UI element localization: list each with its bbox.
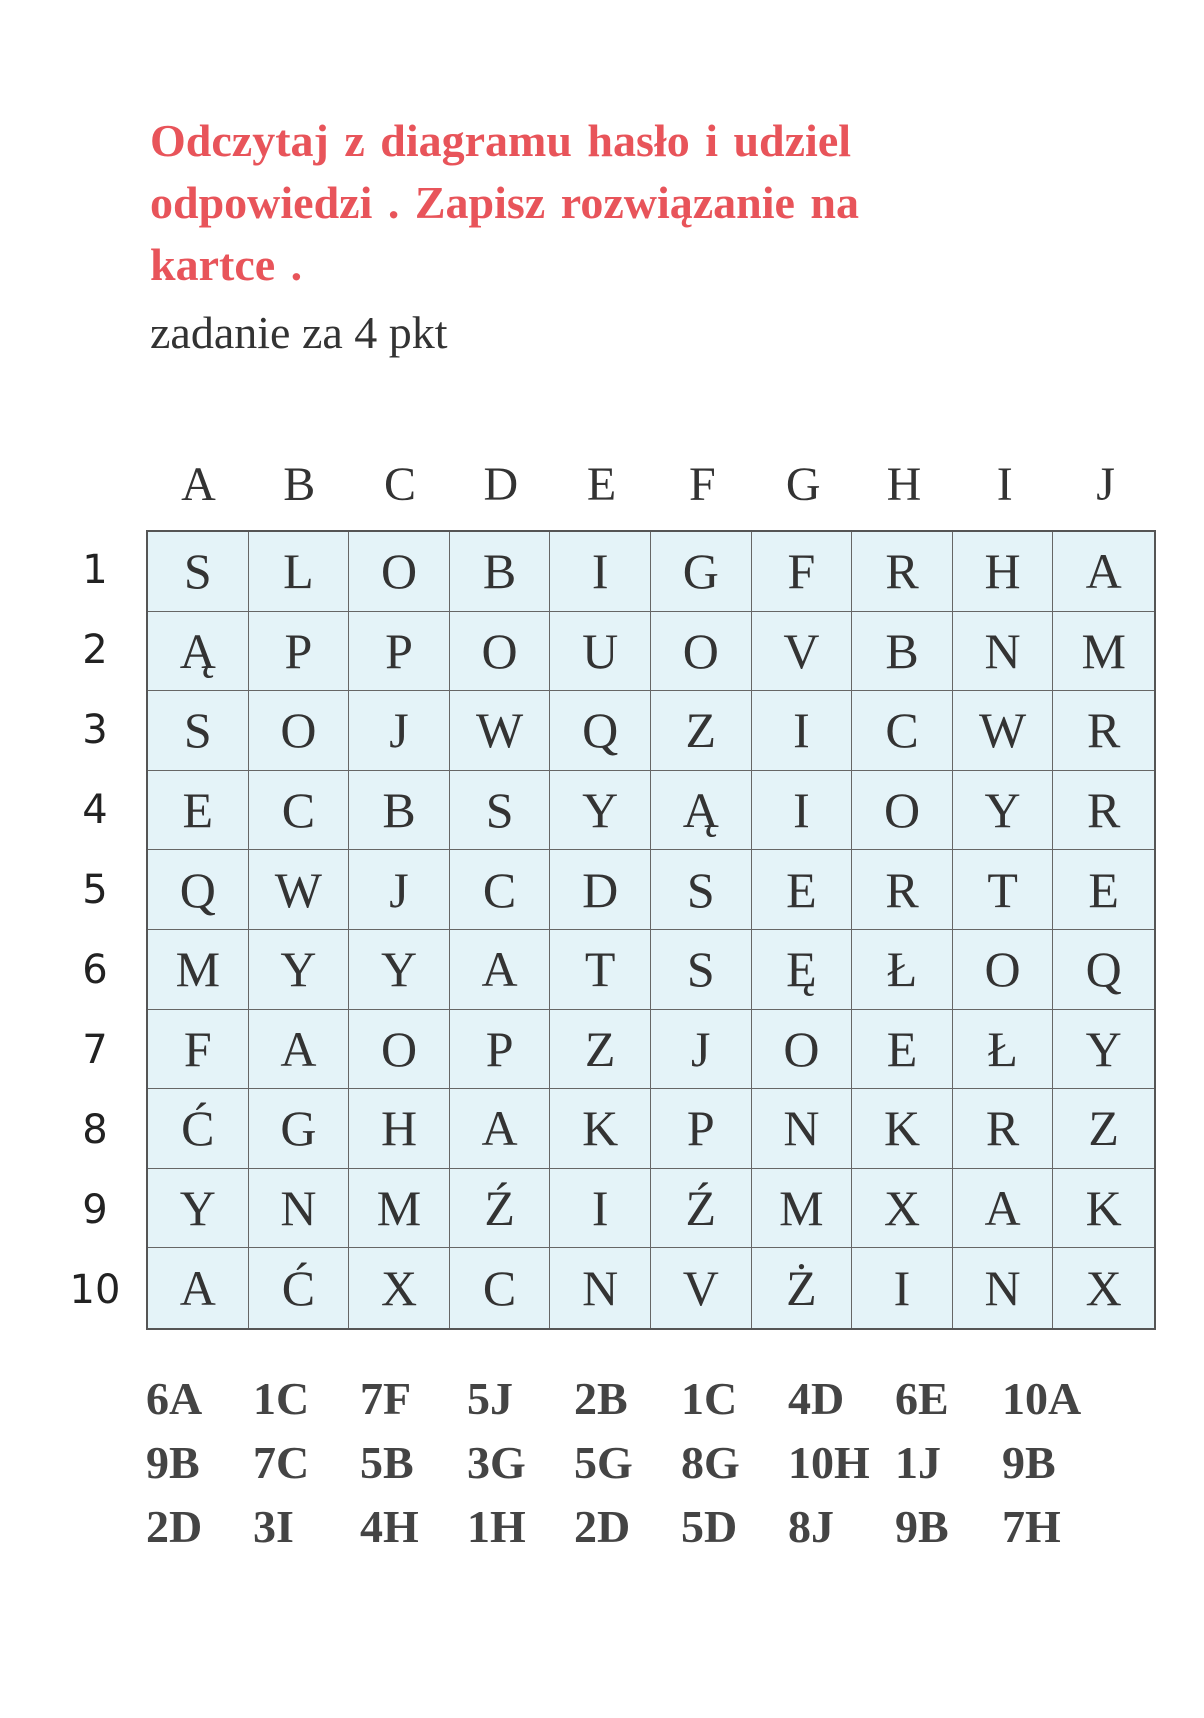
grid-cell: A (1053, 532, 1154, 612)
grid-cell: X (852, 1169, 953, 1249)
grid-cell: T (550, 930, 651, 1010)
grid-cell: X (349, 1248, 450, 1328)
coordinate-code: 1H (467, 1500, 526, 1552)
grid-cell: C (450, 850, 551, 930)
coordinate-code: 10H (788, 1436, 870, 1488)
grid-cell: R (1053, 691, 1154, 771)
coordinate-code: 2D (574, 1500, 631, 1552)
coordinate-code: 5J (467, 1372, 513, 1424)
coordinate-code: 6E (895, 1372, 949, 1424)
row-label: 4 (82, 787, 108, 833)
grid-cell: X (1085, 1260, 1122, 1317)
grid-cell: O (349, 1010, 450, 1090)
column-header: B (283, 458, 316, 511)
coordinate-code: 6A (146, 1372, 203, 1424)
grid-cell: P (450, 1010, 551, 1090)
grid-cell: R (852, 532, 953, 612)
column-header: G (785, 458, 821, 511)
column-header: C (383, 458, 416, 511)
grid-cell: E (148, 771, 249, 851)
coordinate-code: 7F (360, 1372, 412, 1424)
grid-cell: G (249, 1089, 350, 1169)
grid-cell: Ź (450, 1169, 551, 1249)
grid-cell: A (148, 1248, 249, 1328)
row-labels (60, 530, 130, 1330)
grid-cell: M (1053, 612, 1154, 692)
grid-cell: S (651, 850, 752, 930)
row-label: 10 (69, 1267, 121, 1313)
grid-cell: M (752, 1169, 853, 1249)
instruction-line-3: kartce . (150, 239, 303, 290)
grid-cell: W (249, 850, 350, 930)
coordinate-code: 8G (681, 1436, 740, 1488)
grid-cell: I (550, 532, 651, 612)
grid-cell: W (450, 691, 551, 771)
grid-cell: A (450, 1089, 551, 1169)
grid-cell: B (349, 771, 450, 851)
grid-cell: Q (148, 850, 249, 930)
code-row (146, 1494, 1146, 1558)
instruction-line-1: Odczytaj z diagramu hasło i udziel (150, 115, 852, 166)
coordinate-code: 2D (146, 1500, 203, 1552)
grid-cell: O (349, 532, 450, 612)
row-label: 3 (82, 707, 108, 753)
grid-cell: Ą (651, 771, 752, 851)
grid-cell: Ć (249, 1248, 350, 1328)
coordinate-code: 7C (253, 1436, 310, 1488)
grid-cell: T (953, 850, 1054, 930)
grid-cell: P (651, 1089, 752, 1169)
grid-cell: S (651, 930, 752, 1010)
grid-cell: M (349, 1169, 450, 1249)
grid-cell: Ż (752, 1248, 853, 1328)
grid-cell: A (249, 1010, 350, 1090)
coordinate-code: 5B (360, 1436, 414, 1488)
coordinate-code: 1C (253, 1372, 310, 1424)
grid-cell: M (148, 930, 249, 1010)
grid-cell: O (752, 1010, 853, 1090)
grid-cell: Y (953, 771, 1054, 851)
grid-cell: P (249, 612, 350, 692)
coordinate-code: 9B (1002, 1436, 1056, 1488)
grid-cell: Y (249, 930, 350, 1010)
grid-cell: F (752, 532, 853, 612)
grid-cell: K (1053, 1169, 1154, 1249)
grid-cell: K (550, 1089, 651, 1169)
grid-cell: B (852, 612, 953, 692)
grid-cell: N (953, 612, 1054, 692)
grid-cell: E (752, 850, 853, 930)
grid-cell: O (450, 612, 551, 692)
coordinate-code: 7H (1002, 1500, 1061, 1552)
grid-cell: Y (349, 930, 450, 1010)
column-header: J (1096, 458, 1115, 511)
coordinate-code: 10A (1002, 1372, 1082, 1424)
coordinate-codes (146, 1366, 1146, 1558)
grid-cell: Q (550, 691, 651, 771)
row-label: 2 (82, 627, 108, 673)
grid-cell: P (349, 612, 450, 692)
grid-cell: N (752, 1089, 853, 1169)
row-label: 9 (82, 1187, 108, 1233)
coordinate-code: 4D (788, 1372, 845, 1424)
column-header: I (996, 458, 1013, 511)
grid-cell: Ł (953, 1010, 1054, 1090)
grid-cell: I (752, 771, 853, 851)
grid-cell: J (349, 691, 450, 771)
grid-cell: Y (1053, 1010, 1154, 1090)
column-header: H (886, 458, 922, 511)
code-row (146, 1430, 1146, 1494)
grid-cell: I (550, 1169, 651, 1249)
grid-cell: Ę (752, 930, 853, 1010)
grid-cell: I (752, 691, 853, 771)
coordinate-code: 1J (895, 1436, 941, 1488)
grid-cell: C (852, 691, 953, 771)
grid-cell: Ź (651, 1169, 752, 1249)
grid-cell: L (249, 532, 350, 612)
column-header: A (181, 458, 216, 511)
code-row (146, 1366, 1146, 1430)
grid-cell: Z (1053, 1089, 1154, 1169)
grid-cell: Ą (148, 612, 249, 692)
grid-cell: N (550, 1248, 651, 1328)
grid-cell: U (550, 612, 651, 692)
grid-cell: Z (550, 1010, 651, 1090)
coordinate-code: 3G (467, 1436, 526, 1488)
coordinate-code: 8J (788, 1500, 834, 1552)
grid-cell: W (953, 691, 1054, 771)
grid-cell: H (349, 1089, 450, 1169)
grid-cell: C (450, 1248, 551, 1328)
grid-cell: H (953, 532, 1054, 612)
coordinate-code: 2B (574, 1372, 628, 1424)
grid-cell: R (1053, 771, 1154, 851)
row-label: 1 (82, 547, 108, 593)
coordinate-code: 9B (146, 1436, 200, 1488)
row-label: 6 (82, 947, 108, 993)
grid-cell: Ć (148, 1089, 249, 1169)
letter-diagram (146, 530, 1156, 1330)
grid-cell: S (450, 771, 551, 851)
grid-cell: R (852, 850, 953, 930)
grid-cell: Q (1053, 930, 1154, 1010)
column-header: D (483, 458, 519, 511)
row-label: 5 (82, 867, 108, 913)
column-headers (148, 455, 1156, 515)
grid-cell: V (651, 1248, 752, 1328)
grid-cell: S (148, 691, 249, 771)
row-label: 7 (82, 1027, 108, 1073)
coordinate-code: 4H (360, 1500, 419, 1552)
grid-cell: E (1053, 850, 1154, 930)
grid-cell: A (953, 1169, 1054, 1249)
grid-cell: Y (148, 1169, 249, 1249)
grid-cell: R (953, 1089, 1054, 1169)
grid-cell: D (550, 850, 651, 930)
grid-cell: O (953, 930, 1054, 1010)
grid-cell: N (953, 1248, 1054, 1328)
grid-cell: O (249, 691, 350, 771)
grid-cell: J (349, 850, 450, 930)
grid-cell: E (852, 1010, 953, 1090)
grid-cell: J (651, 1010, 752, 1090)
grid-cell: I (852, 1248, 953, 1328)
coordinate-code: 5D (681, 1500, 738, 1552)
grid-cell: B (450, 532, 551, 612)
coordinate-code: 3I (253, 1500, 294, 1552)
coordinate-code: 5G (574, 1436, 633, 1488)
grid-cell: F (148, 1010, 249, 1090)
coordinate-code: 9B (895, 1500, 949, 1552)
grid-cell: Ł (852, 930, 953, 1010)
grid-cell: Z (651, 691, 752, 771)
coordinate-code: 1C (681, 1372, 738, 1424)
grid-cell: K (852, 1089, 953, 1169)
row-label: 8 (82, 1107, 108, 1153)
grid-cell: S (148, 532, 249, 612)
grid-cell: N (249, 1169, 350, 1249)
grid-cell: G (651, 532, 752, 612)
task-instruction (150, 110, 1110, 296)
grid-cell: A (450, 930, 551, 1010)
column-header: F (689, 458, 716, 511)
grid-cell: V (752, 612, 853, 692)
grid-cell: O (852, 771, 953, 851)
column-header: E (586, 458, 617, 511)
grid-cell: C (249, 771, 350, 851)
points-label: zadanie za 4 pkt (150, 307, 448, 358)
grid-cell: O (651, 612, 752, 692)
grid-cell: Y (550, 771, 651, 851)
instruction-line-2: odpowiedzi . Zapisz rozwiązanie na (150, 177, 860, 228)
